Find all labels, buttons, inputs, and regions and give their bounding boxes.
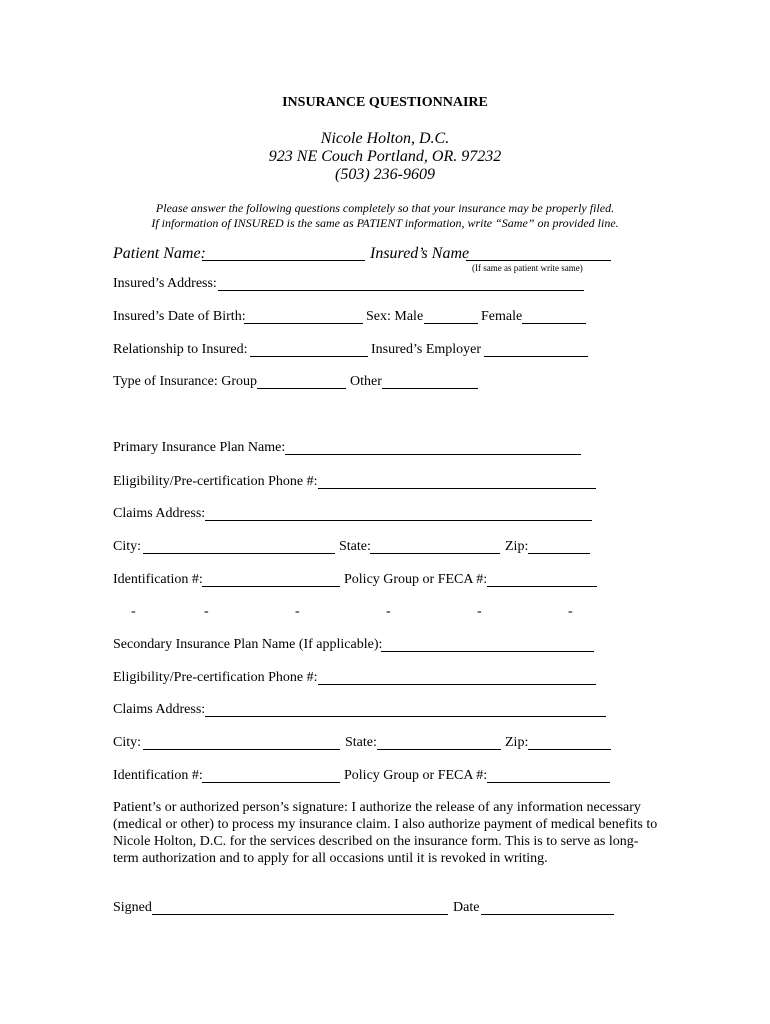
sex-male-label: Sex: Male [366,309,424,324]
primary-zip-label: Zip: [505,539,529,554]
clinic-phone: (503) 236-9609 [335,166,435,183]
secondary-zip-field[interactable] [528,735,611,750]
primary-city-label: City: [113,539,142,554]
secondary-policy-label: Policy Group or FECA #: [344,768,488,783]
separator-dash: - [131,604,136,619]
dob-field[interactable] [244,309,363,324]
primary-claims-field[interactable] [205,506,592,521]
same-hint: (If same as patient write same) [472,263,583,273]
doctor-name: Nicole Holton, D.C. [320,130,450,147]
primary-policy-field[interactable] [487,572,597,587]
primary-id-field[interactable] [202,572,340,587]
separator-dash: - [295,604,300,619]
primary-zip-field[interactable] [528,539,590,554]
sex-male-field[interactable] [424,309,478,324]
form-title: INSURANCE QUESTIONNAIRE [282,95,488,110]
primary-plan-label: Primary Insurance Plan Name: [113,440,286,455]
secondary-plan-label: Secondary Insurance Plan Name (If applicable): [113,637,383,652]
secondary-plan-field[interactable] [381,637,594,652]
instructions-line-2: If information of INSURED is the same as PATIENT information, write “Same” on provided line. [151,216,619,230]
primary-state-field[interactable] [370,539,500,554]
secondary-state-field[interactable] [377,735,501,750]
secondary-claims-label: Claims Address: [113,702,206,717]
signature-field[interactable] [152,900,448,915]
insurance-other-field[interactable] [382,374,478,389]
separator-dash: - [477,604,482,619]
dob-label: Insured’s Date of Birth: [113,309,246,324]
secondary-zip-label: Zip: [505,735,529,750]
primary-phone-field[interactable] [318,474,596,489]
patient-name-field[interactable] [202,246,365,261]
authorization-line-1: Patient’s or authorized person’s signature: I authorize the release of any information necessary [113,800,641,815]
insurance-other-label: Other [350,374,382,389]
secondary-claims-field[interactable] [205,702,606,717]
secondary-city-field[interactable] [143,735,340,750]
employer-field[interactable] [484,342,588,357]
employer-label: Insured’s Employer [371,342,482,357]
signed-label: Signed [113,900,152,915]
primary-id-label: Identification #: [113,572,203,587]
insurance-type-label: Type of Insurance: Group [113,374,258,389]
primary-claims-label: Claims Address: [113,506,206,521]
instructions-line-1: Please answer the following questions completely so that your insurance may be properly filed. [155,201,615,215]
secondary-phone-label: Eligibility/Pre-certification Phone #: [113,670,318,685]
authorization-line-3: Nicole Holton, D.C. for the services described on the insurance form. This is to serve as long- [113,834,639,849]
insured-address-label: Insured’s Address: [113,276,217,291]
primary-policy-label: Policy Group or FECA #: [344,572,488,587]
insurance-group-field[interactable] [257,374,346,389]
insured-name-field[interactable] [466,246,611,261]
primary-state-label: State: [339,539,371,554]
authorization-line-2: (medical or other) to process my insurance claim. I also authorize payment of medical benefits to [113,817,658,832]
relationship-label: Relationship to Insured: [113,342,248,357]
separator-dash: - [568,604,573,619]
insured-address-field[interactable] [218,276,584,291]
date-label: Date [453,900,480,915]
secondary-id-field[interactable] [202,768,340,783]
clinic-address: 923 NE Couch Portland, OR. 97232 [268,148,502,165]
separator-dash: - [386,604,391,619]
female-label: Female [481,309,523,324]
patient-name-label: Patient Name: [113,245,206,262]
separator-dash: - [204,604,209,619]
insured-name-label: Insured’s Name [370,245,470,262]
female-field[interactable] [522,309,586,324]
secondary-id-label: Identification #: [113,768,203,783]
relationship-field[interactable] [250,342,368,357]
secondary-policy-field[interactable] [487,768,610,783]
primary-phone-label: Eligibility/Pre-certification Phone #: [113,474,318,489]
date-field[interactable] [481,900,614,915]
secondary-city-label: City: [113,735,142,750]
primary-city-field[interactable] [143,539,335,554]
primary-plan-field[interactable] [285,440,581,455]
secondary-state-label: State: [345,735,377,750]
authorization-line-4: term authorization and to apply for all occasions until it is revoked in writing. [113,851,548,866]
secondary-phone-field[interactable] [318,670,596,685]
